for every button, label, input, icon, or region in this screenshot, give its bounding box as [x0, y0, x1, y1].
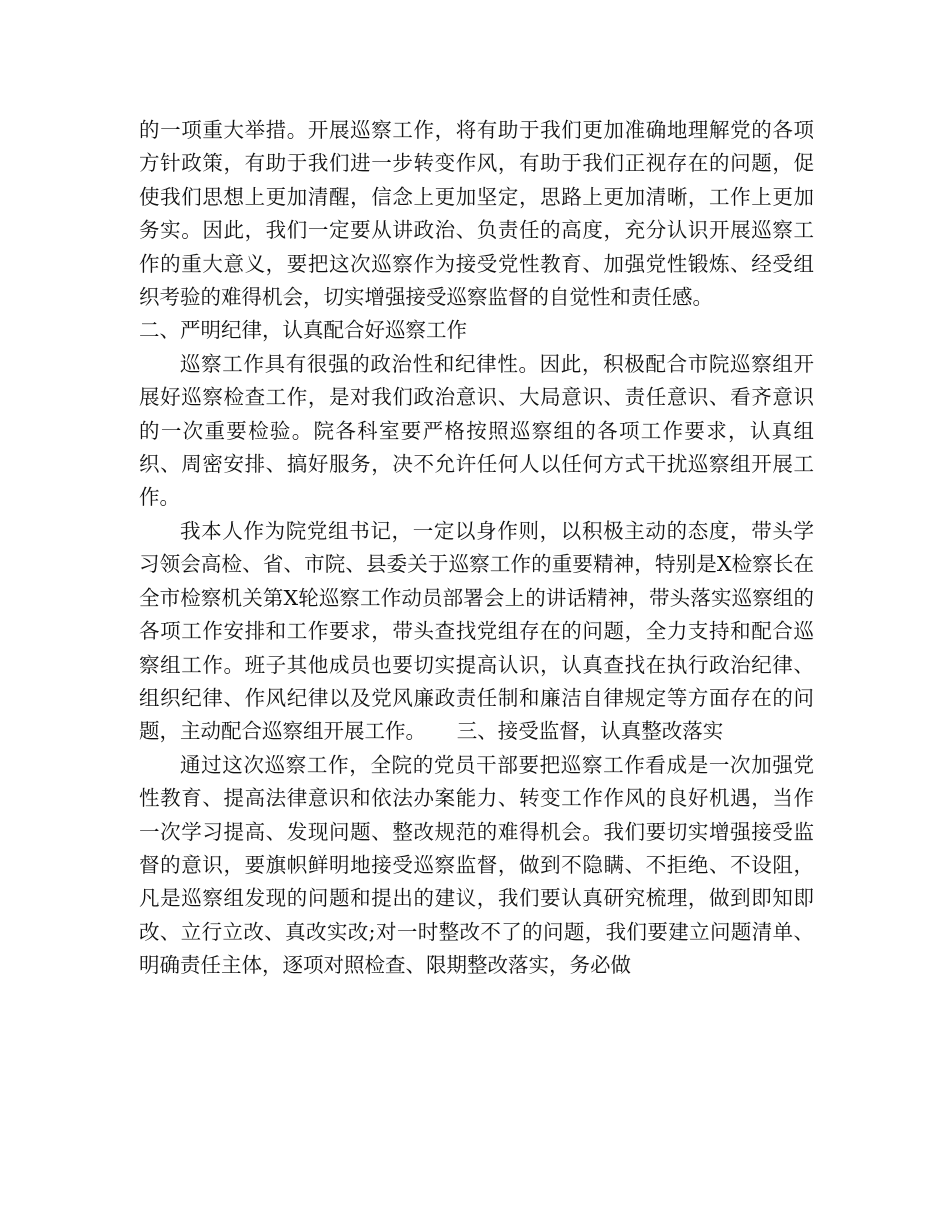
paragraph-supervision: 通过这次巡察工作，全院的党员干部要把巡察工作看成是一次加强党性教育、提高法律意识和依法办案能力、转变工作作风的良好机遇，当作一次学习提高、发现问题、整改规范的难得机会。我们要切实增强接受监督的意识，要旗帜鲜明地接受巡察监督，做到不隐瞒、不拒绝、不设阻，凡是巡察组发现的问题和提出的建议，我们要认真研究梳理，做到即知即改、立行立改、真改实改;对一时整改不了的问题，我们要建立问题清单、明确责任主体，逐项对照检查、限期整改落实，务必做	[139, 752, 814, 978]
paragraph-discipline: 巡察工作具有很强的政治性和纪律性。因此，积极配合市院巡察组开展好巡察检查工作，是对我们政治意识、大局意识、责任意识、看齐意识的一次重要检验。院各科室要严格按照巡察组的各项工作要求，认真组织、周密安排、搞好服务，决不允许任何人以任何方式干扰巡察组开展工作。	[139, 351, 814, 510]
section-heading-discipline: 二、严明纪律，认真配合好巡察工作	[139, 318, 467, 343]
paragraph-significance: 的一项重大举措。开展巡察工作，将有助于我们更加准确地理解党的各项方针政策，有助于我们进一步转变作风，有助于我们正视存在的问题，促使我们思想上更加清醒，信念上更加坚定，思路上更加清晰，工作上更加务实。因此，我们一定要从讲政治、负责任的高度，充分认识开展巡察工作的重大意义，要把这次巡察作为接受党性教育、加强党性锻炼、经受组织考验的难得机会，切实增强接受巡察监督的自觉性和责任感。	[139, 118, 814, 310]
document-body	[139, 114, 814, 983]
paragraph-leadership: 我本人作为院党组书记，一定以身作则，以积极主动的态度，带头学习领会高检、省、市院、县委关于巡察工作的重要精神，特别是X检察长在全市检察机关第X轮巡察工作动员部署会上的讲话精神，带头落实巡察组的各项工作安排和工作要求，带头查找党组存在的问题，全力支持和配合巡察组工作。班子其他成员也要切实提高认识，认真查找在执行政治纪律、组织纪律、作风纪律以及党风廉政责任制和廉洁自律规定等方面存在的问题，主动配合巡察组开展工作。 三、接受监督，认真整改落实	[139, 518, 814, 744]
